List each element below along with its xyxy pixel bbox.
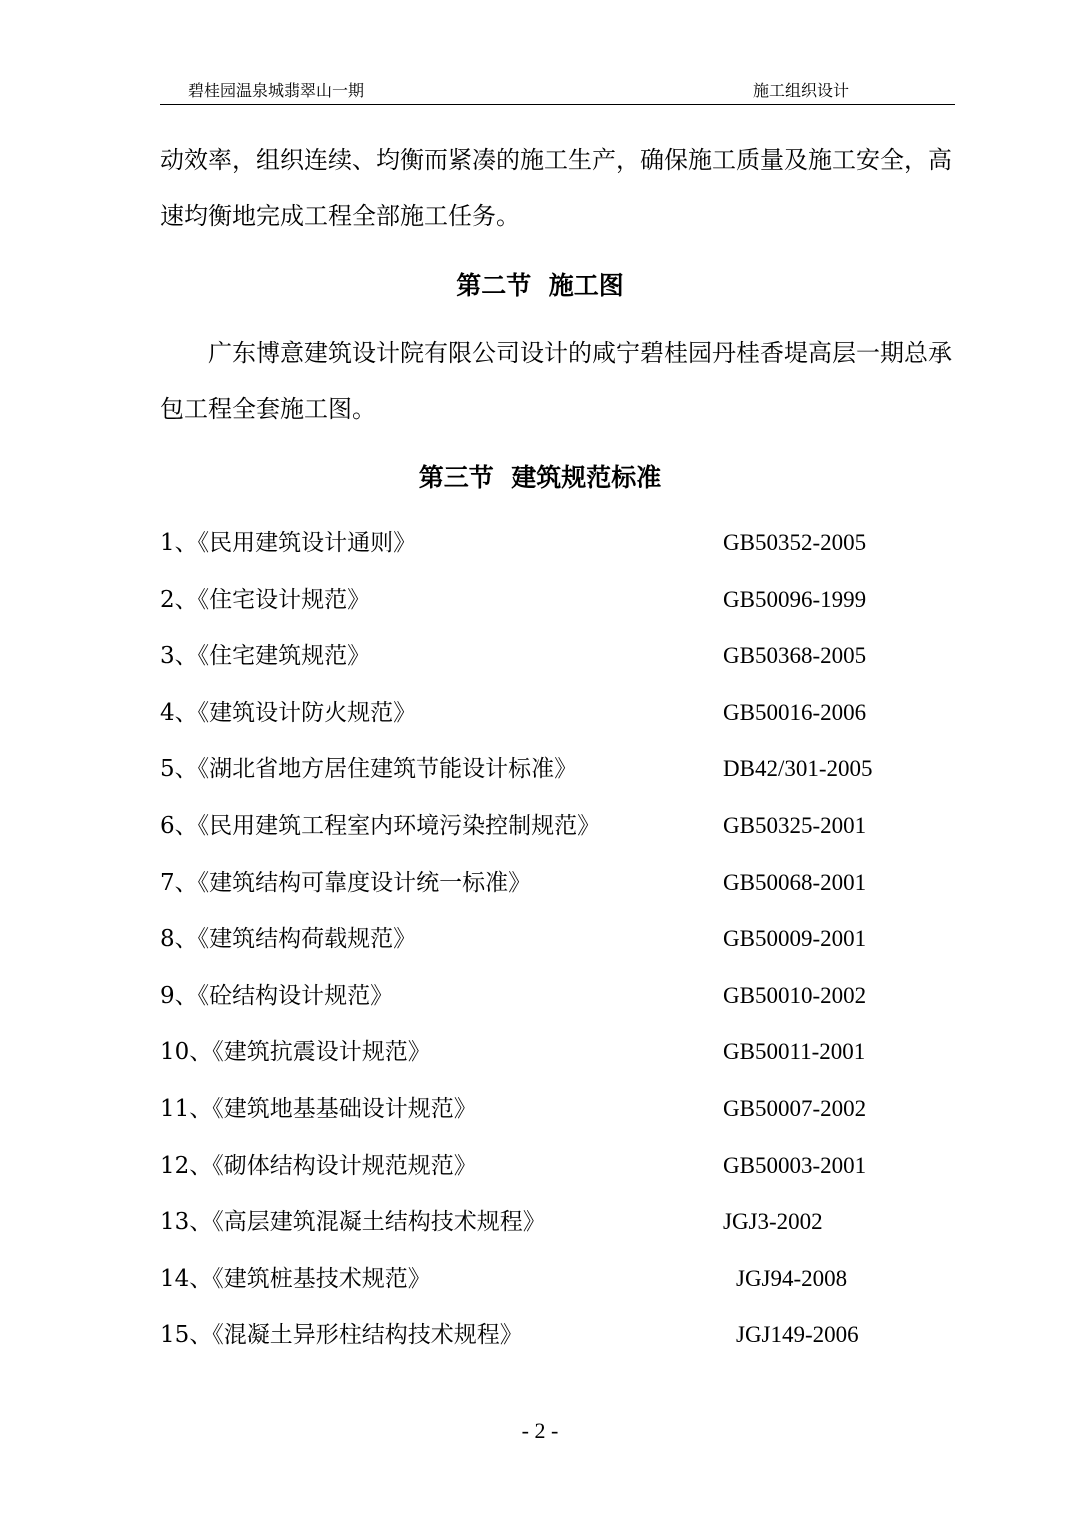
header-project-name: 碧桂园温泉城翡翠山一期 xyxy=(188,81,365,100)
standard-code: GB50009-2001 xyxy=(723,926,867,952)
standard-code: GB50068-2001 xyxy=(723,869,867,895)
standard-code: GB50010-2002 xyxy=(723,982,867,1008)
standard-item xyxy=(160,1081,955,1138)
standard-code: JGJ3-2002 xyxy=(723,1209,823,1235)
page-header xyxy=(160,78,955,105)
standard-item xyxy=(160,968,955,1025)
standard-item xyxy=(160,515,955,572)
standard-name: 10、《建筑抗震设计规范》 xyxy=(160,1039,431,1066)
page-number: - 2 - xyxy=(521,1418,559,1443)
standard-name: 8、《建筑结构荷载规范》 xyxy=(160,926,417,953)
standard-name: 13、《高层建筑混凝土结构技术规程》 xyxy=(160,1209,546,1236)
standard-name: 6、《民用建筑工程室内环境污染控制规范》 xyxy=(160,812,601,839)
standard-code: DB42/301-2005 xyxy=(723,756,873,782)
standard-name: 3、《住宅建筑规范》 xyxy=(160,643,371,670)
standard-name: 12、《砌体结构设计规范规范》 xyxy=(160,1152,477,1179)
intro-paragraph: 动效率，组织连续、均衡而紧凑的施工生产，确保施工质量及施工安全，高速均衡地完成工程全部施工任务。 xyxy=(160,146,952,230)
section-2-body: 广东博意建筑设计院有限公司设计的咸宁碧桂园丹桂香堤高层一期总承包工程全套施工图。 xyxy=(160,339,952,423)
header-document-type: 施工组织设计 xyxy=(753,81,850,100)
standard-code: JGJ94-2008 xyxy=(736,1265,848,1291)
standard-code: GB50096-1999 xyxy=(723,586,867,612)
standard-code: JGJ149-2006 xyxy=(736,1322,859,1348)
standard-code: GB50011-2001 xyxy=(723,1039,866,1065)
standard-code: GB50007-2002 xyxy=(723,1095,867,1121)
standard-item xyxy=(160,798,955,855)
standard-code: GB50368-2005 xyxy=(723,643,867,669)
standard-item xyxy=(160,572,955,629)
standard-name: 1、《民用建筑设计通则》 xyxy=(160,530,417,556)
standard-name: 5、《湖北省地方居住建筑节能设计标准》 xyxy=(160,756,578,783)
standard-item xyxy=(160,628,955,685)
standard-item xyxy=(160,685,955,742)
standard-name: 9、《砼结构设计规范》 xyxy=(160,982,394,1009)
standard-item xyxy=(160,1251,955,1308)
standard-name: 15、《混凝土异形柱结构技术规程》 xyxy=(160,1322,523,1349)
standard-name: 4、《建筑设计防火规范》 xyxy=(160,699,417,726)
standard-code: GB50352-2005 xyxy=(723,530,867,555)
standard-code: GB50325-2001 xyxy=(723,812,867,838)
standard-name: 14、《建筑桩基技术规范》 xyxy=(160,1265,431,1292)
standard-code: GB50003-2001 xyxy=(723,1152,867,1178)
standard-item xyxy=(160,1138,955,1195)
standard-item xyxy=(160,741,955,798)
standard-item xyxy=(160,1194,955,1251)
standards-list xyxy=(160,515,955,1364)
standard-name: 2、《住宅设计规范》 xyxy=(160,586,371,613)
standard-item xyxy=(160,855,955,912)
standard-item xyxy=(160,911,955,968)
section-2-heading: 第二节 施工图 xyxy=(456,271,624,300)
standard-item xyxy=(160,1024,955,1081)
standard-name: 7、《建筑结构可靠度设计统一标准》 xyxy=(160,869,532,896)
standard-code: GB50016-2006 xyxy=(723,699,867,725)
standard-name: 11、《建筑地基基础设计规范》 xyxy=(160,1095,477,1122)
section-3-heading: 第三节 建筑规范标准 xyxy=(418,463,662,492)
standard-item xyxy=(160,1307,955,1364)
